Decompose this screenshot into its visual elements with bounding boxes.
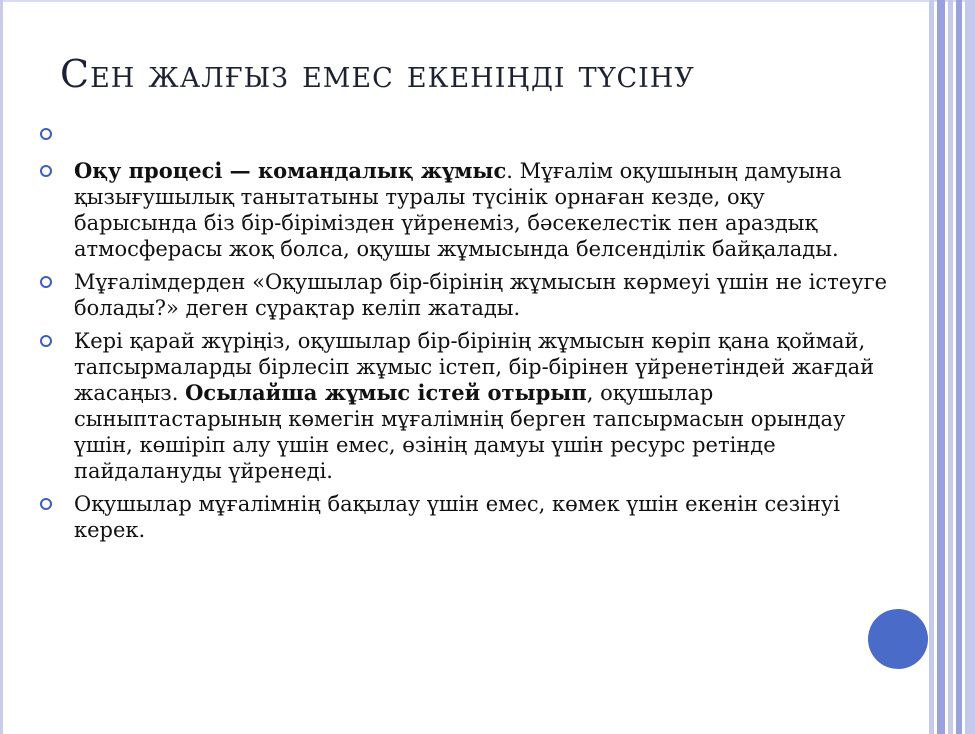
circle-icon (868, 609, 928, 669)
list-item (40, 491, 890, 543)
list-item (40, 121, 890, 147)
bullet-text: Мұғалімдерден «Оқушылар бір-бірінің жұмысын көрмеуі үшін не істеуге болады?» деген сұрақтар келіп жатады. (74, 270, 888, 320)
stripe (948, 0, 953, 734)
top-edge-line (0, 0, 975, 2)
list-item (40, 269, 890, 321)
left-edge-line (0, 0, 3, 734)
right-decorative-stripes (929, 0, 975, 734)
bullet-text: . Мұғалім оқушының дамуына қызығушылық танытатыны туралы түсінік орнаған кезде, оқу барысында біз бір-бірімізден үйренеміз, бәсекелестік пен араздық атмосферасы жоқ болса, оқушы жұмысында белсенділік байқалады. (74, 159, 842, 261)
bullet-text: Оқушылар мұғалімнің бақылау үшін емес, көмек үшін екенін сезінуі керек. (74, 492, 840, 542)
list-item (40, 328, 890, 484)
bullet-circle-icon (40, 335, 52, 347)
bullet-text: , оқушылар сыныптастарының көмегін мұғалімнің берген тапсырмасын орындау үшін, көшіріп алу үшін емес, өзінің дамуы үшін ресурс ретінде пайдалануды үйренеді. (74, 381, 846, 483)
stripe (937, 0, 945, 734)
list-item (40, 158, 890, 262)
bullet-circle-icon (40, 276, 52, 288)
bullet-list (40, 121, 890, 550)
bullet-circle-icon (40, 498, 52, 510)
slide-title: Сен жалғыз емес екеніңді түсіну (60, 52, 695, 96)
bullet-bold-text: Осылайша жұмыс істей отырып (185, 380, 587, 405)
bullet-circle-icon (40, 165, 52, 177)
bullet-text: Кері қарай жүріңіз, оқушылар бір-бірінің жұмысын көріп қана қоймай, тапсырмаларды бірлесіп жұмыс істеп, бір-бірінен үйренетіндей жағдай жасаңыз. (74, 329, 875, 405)
stripe (956, 0, 962, 734)
stripe (965, 0, 975, 734)
stripe (929, 0, 934, 734)
bullet-bold-text: Оқу процесі — командалық жұмыс (74, 158, 507, 183)
bullet-circle-icon (40, 128, 52, 140)
